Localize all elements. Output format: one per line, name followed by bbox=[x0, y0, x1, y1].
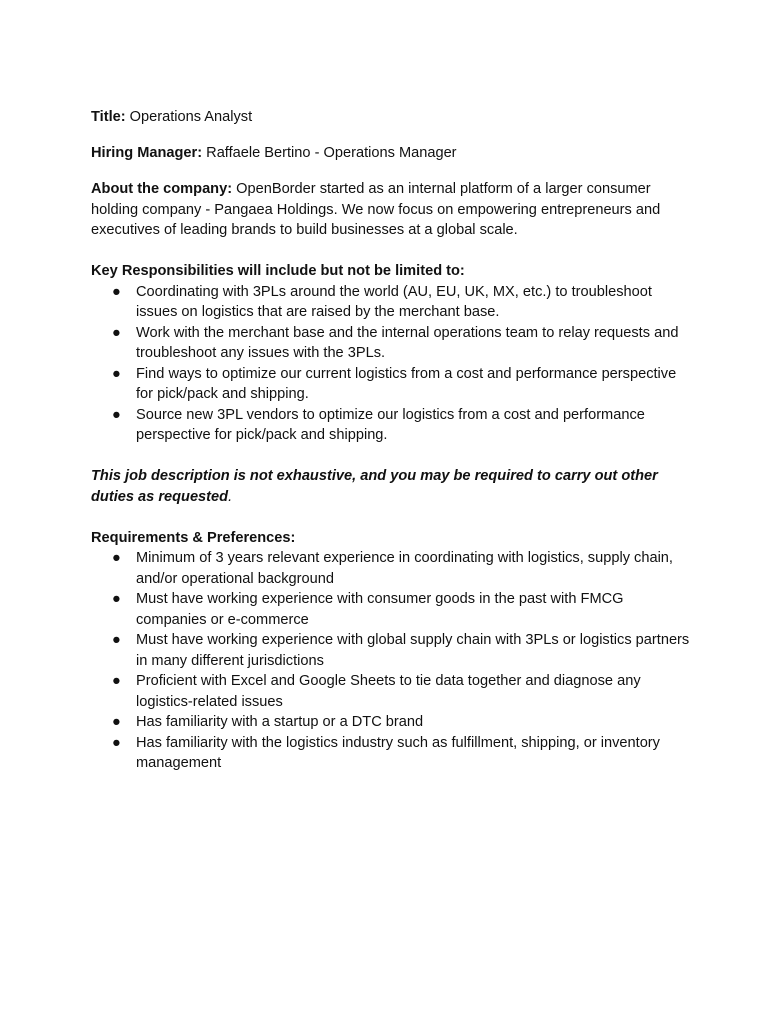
requirements-list bbox=[91, 548, 691, 774]
hiring-manager-label: Hiring Manager: bbox=[91, 145, 203, 161]
disclaimer-period: . bbox=[228, 488, 233, 505]
list-item bbox=[91, 282, 691, 323]
disclaimer-text: This job description is not exhaustive, and you may be required to carry out other duties as requested bbox=[91, 468, 658, 505]
disclaimer-paragraph bbox=[91, 466, 691, 507]
list-item-text: Source new 3PL vendors to optimize our logistics from a cost and performance perspective for pick/pack and shipping. bbox=[136, 406, 645, 443]
job-title-value: Operations Analyst bbox=[125, 109, 253, 125]
bullet-icon: ● bbox=[112, 365, 121, 382]
about-company-label: About the company: bbox=[91, 181, 233, 197]
list-item bbox=[91, 364, 691, 405]
list-item bbox=[91, 589, 691, 630]
list-item-text: Find ways to optimize our current logistics from a cost and performance perspective for pick/pack and shipping. bbox=[136, 365, 677, 402]
job-title-line bbox=[91, 107, 691, 128]
requirements-heading: Requirements & Preferences: bbox=[91, 529, 296, 546]
list-item-text: Minimum of 3 years relevant experience in coordinating with logistics, supply chain, and/or operational background bbox=[136, 550, 673, 587]
list-item-text: Proficient with Excel and Google Sheets to tie data together and diagnose any logistics-related issues bbox=[136, 673, 641, 710]
list-item bbox=[91, 405, 691, 446]
bullet-icon: ● bbox=[112, 591, 121, 607]
spacer bbox=[91, 446, 691, 467]
spacer bbox=[91, 164, 691, 180]
list-item-text: Coordinating with 3PLs around the world (AU, EU, UK, MX, etc.) to troubleshoot issues on logistics that are raised by the merchant base. bbox=[136, 283, 652, 320]
responsibilities-heading: Key Responsibilities will include but not be limited to: bbox=[91, 263, 465, 279]
spacer bbox=[91, 507, 691, 528]
list-item bbox=[91, 630, 691, 671]
list-item bbox=[91, 712, 691, 733]
about-company-text: OpenBorder started as an internal platform of a larger consumer holding company - Pangaea Holdings. We now focus on empowering entrepreneurs and executives of leading brands to build businesses at a global scale. bbox=[91, 181, 661, 238]
bullet-icon: ● bbox=[112, 550, 121, 566]
bullet-icon: ● bbox=[112, 673, 121, 689]
list-item-text: Must have working experience with global supply chain with 3PLs or logistics partners in many different jurisdictions bbox=[136, 632, 690, 669]
hiring-manager-line bbox=[91, 143, 691, 164]
bullet-icon: ● bbox=[112, 734, 121, 751]
bullet-icon: ● bbox=[112, 283, 121, 300]
spacer bbox=[91, 128, 691, 144]
list-item-text: Has familiarity with the logistics industry such as fulfillment, shipping, or inventory management bbox=[136, 734, 660, 771]
bullet-icon: ● bbox=[112, 632, 121, 648]
list-item bbox=[91, 733, 691, 774]
bullet-icon: ● bbox=[112, 714, 121, 730]
list-item-text: Has familiarity with a startup or a DTC brand bbox=[136, 714, 424, 730]
bullet-icon: ● bbox=[112, 324, 121, 341]
list-item bbox=[91, 323, 691, 364]
spacer bbox=[91, 241, 691, 262]
list-item-text: Work with the merchant base and the internal operations team to relay requests and troubleshoot any issues with the 3PLs. bbox=[136, 324, 679, 361]
job-title-label: Title: bbox=[91, 109, 126, 125]
list-item bbox=[91, 548, 691, 589]
bullet-icon: ● bbox=[112, 406, 121, 423]
hiring-manager-value: Raffaele Bertino - Operations Manager bbox=[202, 145, 457, 161]
list-item bbox=[91, 671, 691, 712]
list-item-text: Must have working experience with consumer goods in the past with FMCG companies or e-commerce bbox=[136, 591, 624, 628]
about-company-paragraph bbox=[91, 179, 691, 241]
job-description-page bbox=[91, 107, 691, 774]
responsibilities-list bbox=[91, 282, 691, 446]
